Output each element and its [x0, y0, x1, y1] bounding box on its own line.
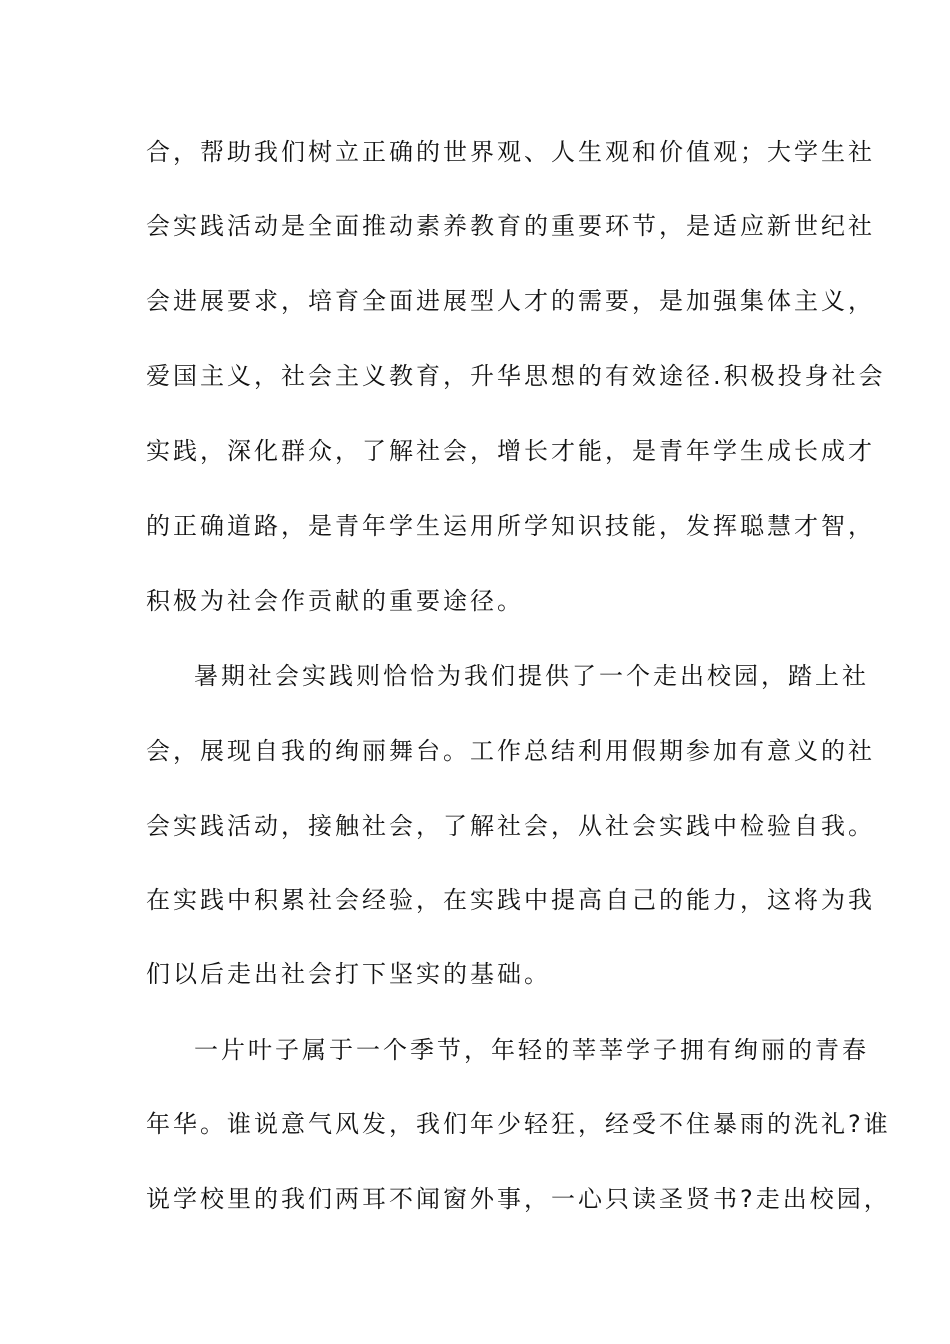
text-line: 会进展要求，培育全面进展型人才的需要，是加强集体主义，: [146, 287, 875, 315]
text-line: 年华。谁说意气风发，我们年少轻狂，经受不住暴雨的洗礼?谁: [146, 1110, 891, 1138]
text-line: 实践，深化群众，了解社会，增长才能，是青年学生成长成才: [146, 437, 875, 465]
text-line: 的正确道路，是青年学生运用所学知识技能，发挥聪慧才智，: [146, 512, 875, 540]
text-line: 会实践活动是全面推动素养教育的重要环节，是适应新世纪社: [146, 212, 875, 240]
text-line: 们以后走出社会打下坚实的基础。: [146, 960, 551, 988]
text-line: 积极为社会作贡献的重要途径。: [146, 587, 524, 615]
text-line: 爱国主义，社会主义教育，升华思想的有效途径.积极投身社会: [146, 362, 886, 390]
text-line: 合，帮助我们树立正确的世界观、人生观和价值观；大学生社: [146, 138, 875, 166]
text-line: 会实践活动，接触社会，了解社会，从社会实践中检验自我。: [146, 812, 875, 840]
paragraph-first-line: 暑期社会实践则恰恰为我们提供了一个走出校园，踏上社: [194, 662, 869, 690]
text-line: 说学校里的我们两耳不闻窗外事，一心只读圣贤书?走出校园，: [146, 1185, 891, 1213]
paragraph-first-line: 一片叶子属于一个季节，年轻的莘莘学子拥有绚丽的青春: [194, 1036, 869, 1064]
text-line: 会，展现自我的绚丽舞台。工作总结利用假期参加有意义的社: [146, 737, 875, 765]
text-line: 在实践中积累社会经验，在实践中提高自己的能力，这将为我: [146, 886, 875, 914]
